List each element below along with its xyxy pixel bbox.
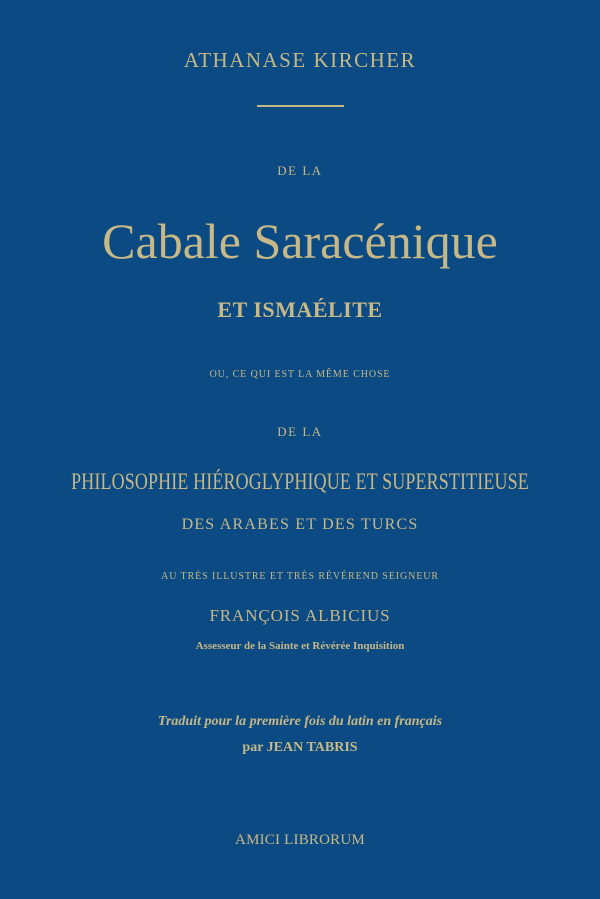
dedicatee-role: Assesseur de la Sainte et Révérée Inquisition xyxy=(195,640,405,652)
dedicatee-name: FRANÇOIS ALBICIUS xyxy=(209,606,391,625)
title-prefix: DE LA xyxy=(277,163,323,178)
translator-name: par JEAN TABRIS xyxy=(242,740,358,755)
publisher-name: AMICI LIBRORUM xyxy=(235,832,365,848)
book-title: Cabale Saracénique xyxy=(102,213,498,269)
divider-rule xyxy=(257,105,344,107)
dedication-line: AU TRÈS ILLUSTRE ET TRÈS RÉVÉREND SEIGNEUR xyxy=(161,571,439,582)
alternative-title-continuation: DES ARABES ET DES TURCS xyxy=(181,516,419,533)
alternative-title: PHILOSOPHIE HIÉROGLYPHIQUE ET SUPERSTITIEUSE xyxy=(71,469,529,494)
translation-note: Traduit pour la première fois du latin en français xyxy=(157,714,443,729)
author-name: ATHANASE KIRCHER xyxy=(183,48,417,72)
second-title-prefix: DE LA xyxy=(277,424,323,439)
book-subtitle: ET ISMAÉLITE xyxy=(217,297,383,322)
alternative-title-note: OU, CE QUI EST LA MÊME CHOSE xyxy=(209,369,391,380)
